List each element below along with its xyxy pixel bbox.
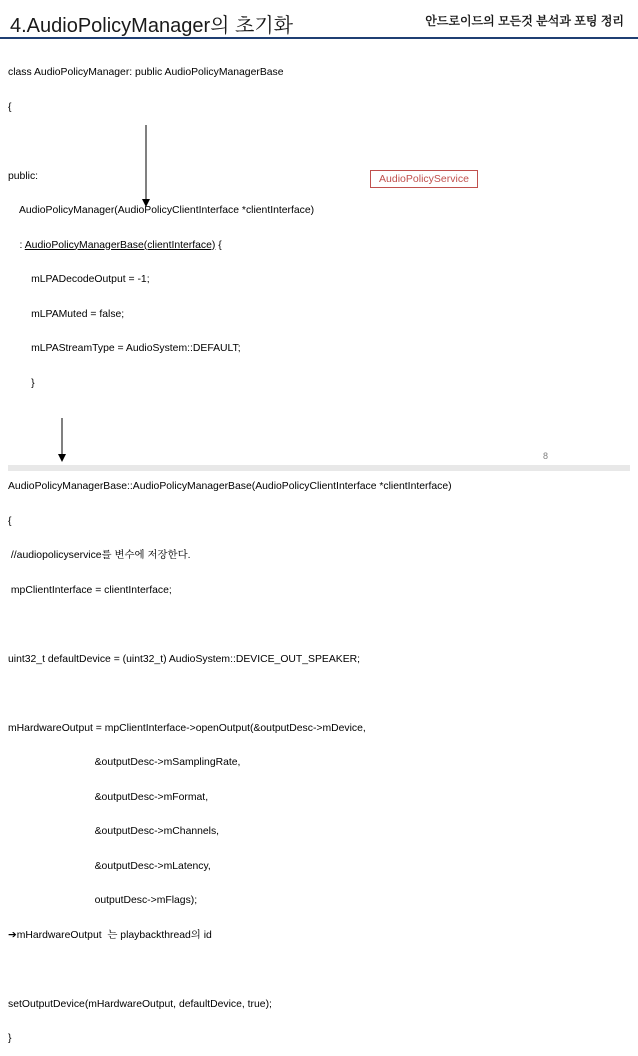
code-line: { xyxy=(8,101,12,113)
right-arrow-icon: ➔ xyxy=(8,929,17,941)
code-comment: //audiopolicyservice를 변수에 저장한다. xyxy=(8,550,191,561)
audio-policy-service-box: AudioPolicyService xyxy=(370,170,478,188)
code-block xyxy=(8,44,452,1056)
footer-bar xyxy=(8,465,630,471)
code-line: outputDesc->mFlags); xyxy=(8,895,198,906)
code-line xyxy=(8,688,452,700)
page-number: 8 xyxy=(542,451,548,461)
code-suffix: { xyxy=(215,239,222,251)
code-line: } xyxy=(8,377,35,389)
code-line: } xyxy=(8,1033,12,1044)
code-line: &outputDesc->mFormat, xyxy=(8,791,209,803)
code-line: class AudioPolicyManager: public AudioPolicyManagerBase xyxy=(8,67,284,78)
code-line xyxy=(8,447,452,459)
code-line xyxy=(8,619,452,631)
code-line: mLPAStreamType = AudioSystem::DEFAULT; xyxy=(8,343,241,354)
header-subtitle: 안드로이드의 모든것 분석과 포팅 정리 xyxy=(425,14,624,28)
code-line: &outputDesc->mChannels, xyxy=(8,826,220,837)
code-line: mHardwareOutput = mpClientInterface->openOutput(&outputDesc->mDevice, xyxy=(8,722,366,734)
code-line: AudioPolicyManager(AudioPolicyClientInterface *clientInterface) xyxy=(8,205,315,216)
page-title: 4.AudioPolicyManager의 초기화 xyxy=(10,15,293,37)
code-line xyxy=(8,964,452,976)
code-line: { xyxy=(8,515,12,527)
code-line-underlined xyxy=(8,240,452,252)
code-line: mLPADecodeOutput = -1; xyxy=(8,274,150,285)
code-line: mpClientInterface = clientInterface; xyxy=(8,584,172,596)
code-line-note xyxy=(8,930,452,942)
note-text: mHardwareOutput 는 playbackthread의 id xyxy=(16,929,212,941)
header-divider xyxy=(0,37,638,39)
code-line xyxy=(8,136,452,148)
code-line: &outputDesc->mLatency, xyxy=(8,860,211,872)
code-prefix: : xyxy=(8,239,25,251)
code-line: mLPAMuted = false; xyxy=(8,308,125,320)
code-line: uint32_t defaultDevice = (uint32_t) AudioSystem::DEVICE_OUT_SPEAKER; xyxy=(8,653,361,665)
code-line: &outputDesc->mSamplingRate, xyxy=(8,757,241,768)
code-line xyxy=(8,412,452,424)
code-line: AudioPolicyManagerBase::AudioPolicyManagerBase(AudioPolicyClientInterface *clientInterface) xyxy=(8,481,452,492)
underlined-call: AudioPolicyManagerBase(clientInterface) xyxy=(24,239,216,251)
code-line: public: xyxy=(8,170,39,182)
code-line: setOutputDevice(mHardwareOutput, defaultDevice, true); xyxy=(8,998,272,1010)
